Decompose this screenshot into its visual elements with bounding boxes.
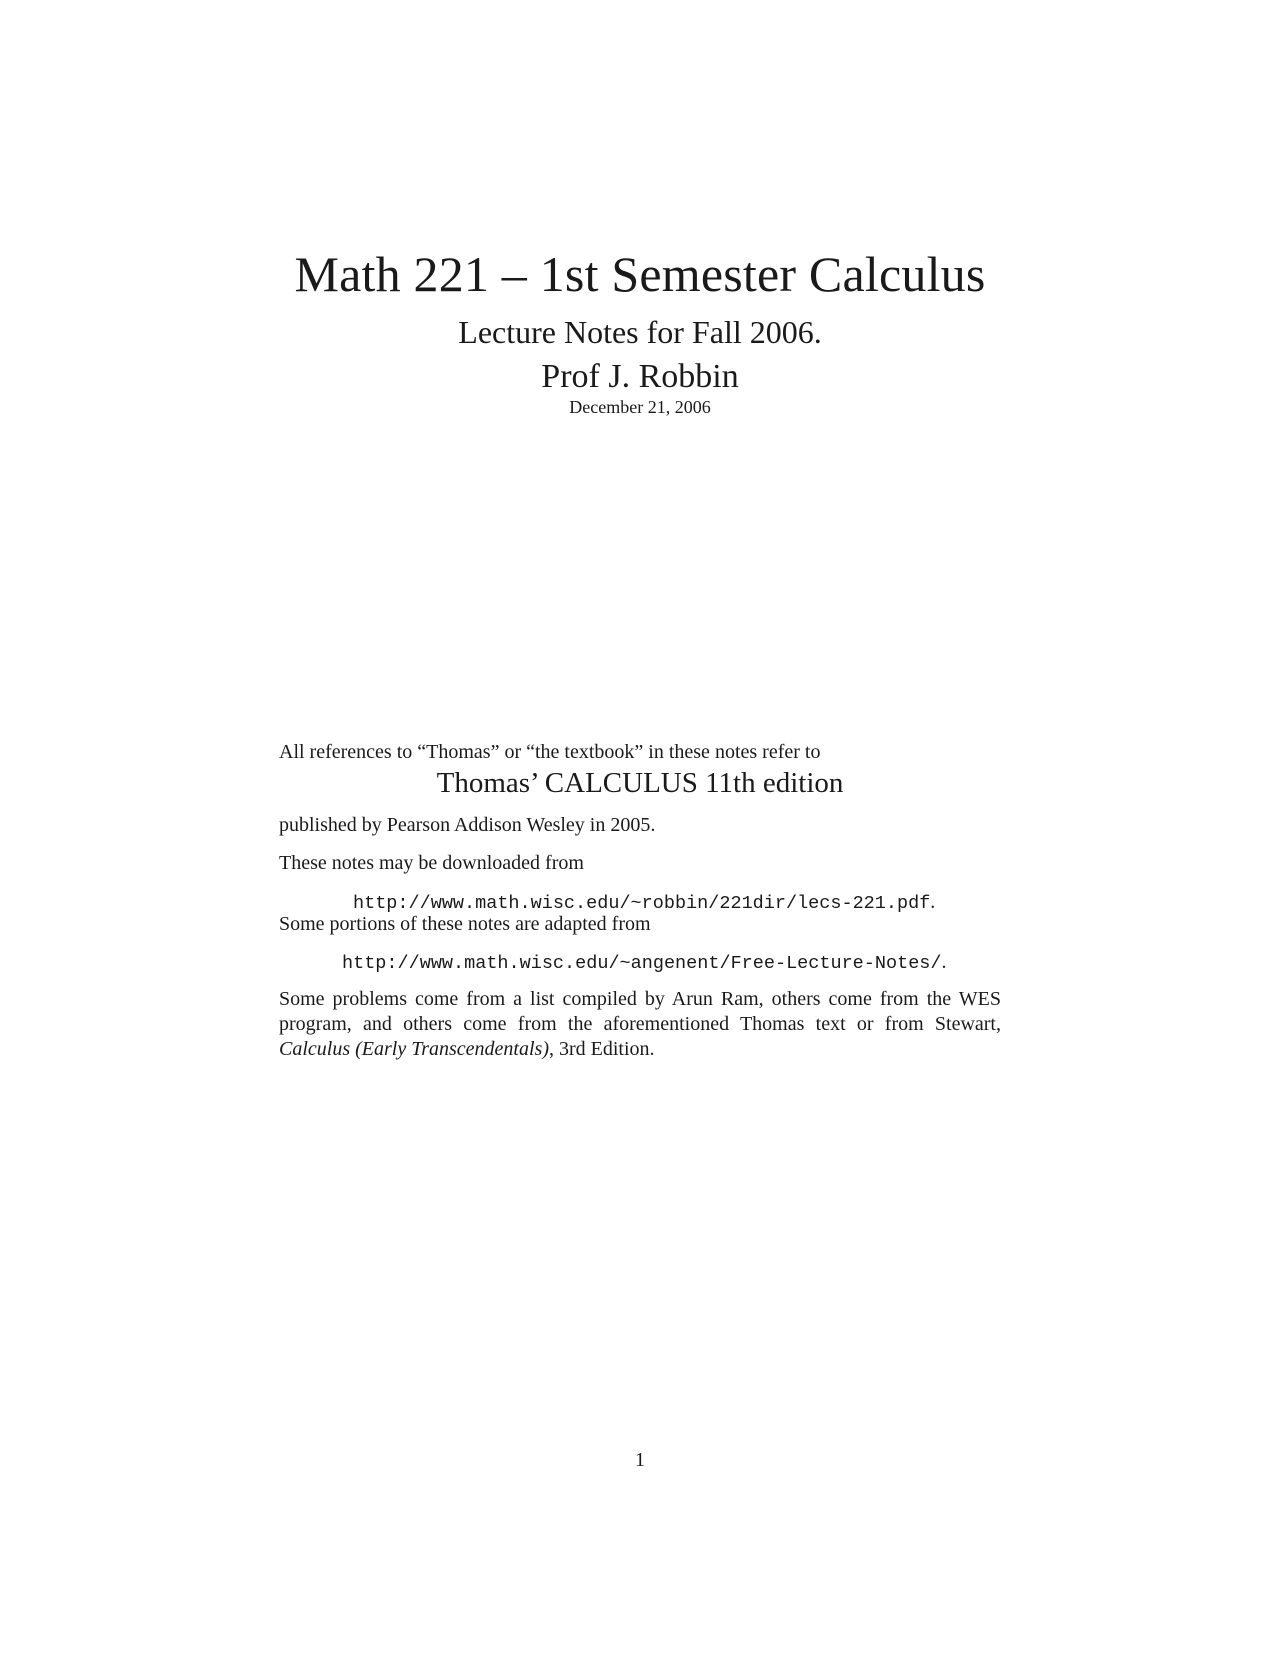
adapted-intro: Some portions of these notes are adapted from xyxy=(279,913,651,935)
adapted-url-link[interactable]: http://www.math.wisc.edu/~angenent/Free-Lecture-Notes/ xyxy=(342,953,942,974)
download-url-period: . xyxy=(930,891,936,913)
adapted-url-line xyxy=(342,950,947,976)
problems-text-after: , 3rd Edition. xyxy=(548,1038,655,1060)
stewart-book-title: Calculus (Early Transcendentals) xyxy=(279,1038,549,1060)
problems-text-before: Some problems come from a list compiled by Arun Ram, others come from the WES program, and others come from the aforementioned Thomas text or from Stewart, xyxy=(279,988,1001,1035)
textbook-title: Thomas’ CALCULUS 11th edition xyxy=(436,767,844,799)
author-name: Prof J. Robbin xyxy=(541,358,739,395)
document-title: Math 221 – 1st Semester Calculus xyxy=(294,246,986,302)
references-intro: All references to “Thomas” or “the textbook” in these notes refer to xyxy=(279,741,821,763)
problems-paragraph xyxy=(279,987,1001,1062)
download-url-link[interactable]: http://www.math.wisc.edu/~robbin/221dir/lecs-221.pdf xyxy=(353,893,931,914)
document-subtitle: Lecture Notes for Fall 2006. xyxy=(458,314,822,350)
document-date: December 21, 2006 xyxy=(569,397,711,417)
download-intro: These notes may be downloaded from xyxy=(279,852,584,874)
adapted-url-period: . xyxy=(941,951,947,973)
page-number: 1 xyxy=(635,1449,645,1471)
publisher-line: published by Pearson Addison Wesley in 2005. xyxy=(279,814,656,836)
